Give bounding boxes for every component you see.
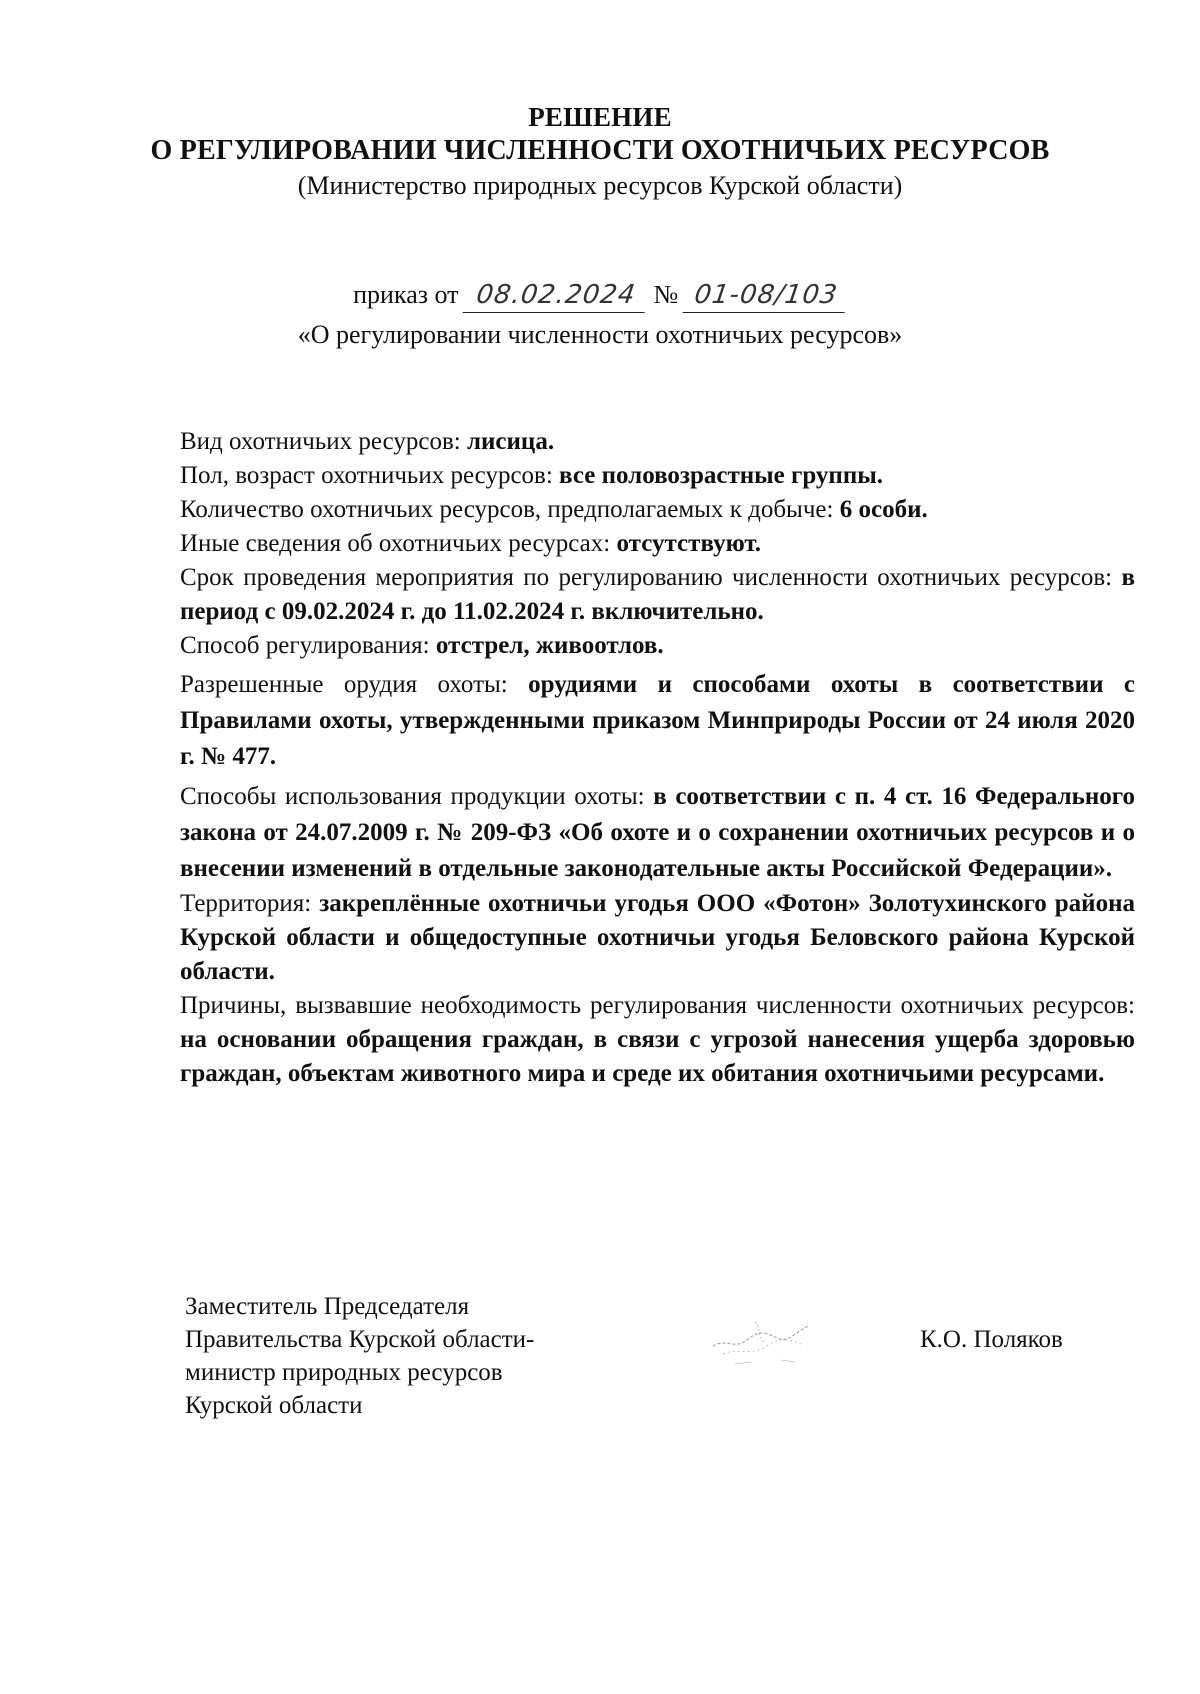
item-method: Способ регулирования: отстрел, живоотлов. [180, 632, 664, 659]
item-product-use: Способы использования продукции охоты: в соответствии с п. 4 ст. 16 Федерального закона от 24.07.2009 г. № 209-ФЗ «Об охоте и о сохранении охотничьих ресурсов и о внесении изменений в отдельные законодательные акты Российской Федерации». [180, 783, 1136, 882]
item-reasons: Причины, вызвавшие необходимость регулирования численности охотничьих ресурсов: на основании обращения граждан, в связи с угрозой нанесения ущерба здоровью граждан, объектам животного мира и среде их обитания охотничьими ресурсами. [180, 992, 1135, 1087]
ministry-name: (Министерство природных ресурсов Курской области) [297, 171, 903, 200]
item-tools: Разрешенные орудия охоты: орудиями и способами охоты в соответствии с Правилами охоты, утвержденными приказом Минприроды России от 24 июля 2020 г. № 477. [180, 671, 1135, 770]
document-subtitle: О РЕГУЛИРОВАНИИ ЧИСЛЕННОСТИ ОХОТНИЧЬИХ РЕСУРСОВ [150, 135, 1050, 166]
item-quantity: Количество охотничьих ресурсов, предполагаемых к добыче: 6 особи. [180, 496, 928, 523]
decision-body [180, 425, 1135, 1091]
item-species: Вид охотничьих ресурсов: лисица. [180, 428, 555, 455]
order-date-handwritten: 08.02.2024 [463, 278, 650, 313]
item-other-info: Иные сведения об охотничьих ресурсах: отсутствуют. [180, 530, 762, 557]
document-title: РЕШЕНИЕ [528, 102, 672, 132]
item-period: Срок проведения мероприятия по регулированию численности охотничьих ресурсов: в период с 09.02.2024 г. до 11.02.2024 г. включительно. [180, 564, 1135, 625]
order-number-handwritten: 01-08/103 [682, 278, 849, 313]
item-territory: Территория: закреплённые охотничьи угодья ООО «Фотон» Золотухинского района Курской области и общедоступные охотничьи угодья Беловского района Курской области. [180, 890, 1135, 985]
item-sex-age: Пол, возраст охотничьих ресурсов: все половозрастные группы. [180, 462, 884, 489]
order-number-label: № [653, 280, 679, 309]
order-subject: «О регулировании численности охотничьих ресурсов» [297, 320, 903, 349]
signatory-name: К.О. Поляков [920, 1326, 1063, 1353]
document-header [0, 100, 1200, 204]
order-reference [0, 278, 1200, 313]
handwritten-signature [705, 1310, 815, 1370]
order-prefix: приказ от [353, 280, 459, 309]
signatory-position: Заместитель Председателя Правительства Курской области- министр природных ресурсов Курской области [185, 1293, 535, 1419]
